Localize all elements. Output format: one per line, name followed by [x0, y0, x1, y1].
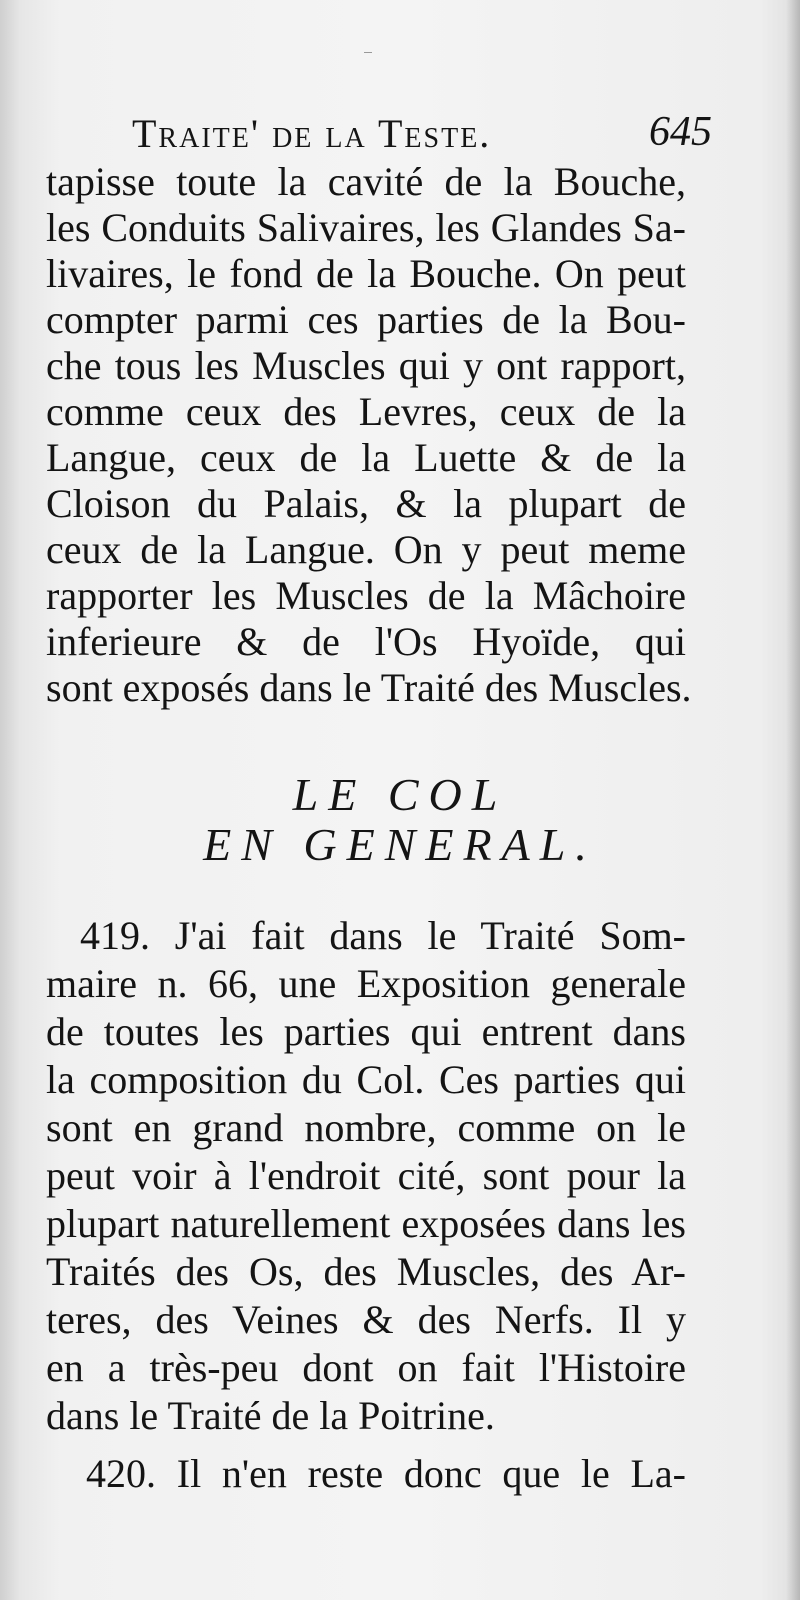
text-line: inferieure & de l'Os Hyoïde, qui — [46, 619, 686, 664]
heading-line: EN GENERAL. — [203, 819, 597, 870]
page-edge-shadow — [786, 0, 800, 1600]
text-line: Cloison du Palais, & la plupart de — [46, 481, 686, 526]
text-line: peut voir à l'endroit cité, sont pour la — [46, 1153, 686, 1198]
text-line: ceux de la Langue. On y peut meme — [46, 527, 686, 572]
text-line: Langue, ceux de la Luette & de la — [46, 435, 686, 480]
text-line: 420. Il n'en reste donc que le La- — [86, 1451, 686, 1496]
text-line: rapporter les Muscles de la Mâchoire — [46, 573, 686, 618]
text-line: che tous les Muscles qui y ont rapport, — [46, 343, 686, 388]
page-number: 645 — [649, 109, 712, 155]
heading-line: LE COL — [292, 769, 508, 820]
text-line: les Conduits Salivaires, les Glandes Sa- — [46, 205, 686, 250]
text-line: maire n. 66, une Exposition generale — [46, 961, 686, 1006]
text-line: dans le Traité de la Poitrine. — [46, 1393, 495, 1438]
text-line: Traités des Os, des Muscles, des Ar- — [46, 1249, 686, 1294]
text-line: tapisse toute la cavité de la Bouche, — [46, 159, 686, 204]
text-line: 419. J'ai fait dans le Traité Som- — [80, 913, 686, 958]
text-line: de toutes les parties qui entrent dans — [46, 1009, 686, 1054]
text-line: livaires, le fond de la Bouche. On peut — [46, 251, 686, 296]
text-line: teres, des Veines & des Nerfs. Il y — [46, 1297, 686, 1342]
text-line: comme ceux des Levres, ceux de la — [46, 389, 686, 434]
text-line: compter parmi ces parties de la Bou- — [46, 297, 686, 342]
running-title: Traite' de la Teste. — [132, 111, 492, 156]
page-speck — [364, 52, 372, 53]
text-line: la composition du Col. Ces parties qui — [46, 1057, 686, 1102]
text-line: plupart naturellement exposées dans les — [46, 1201, 686, 1246]
text-line: sont exposés dans le Traité des Muscles. — [46, 665, 692, 710]
text-line: sont en grand nombre, comme on le — [46, 1105, 686, 1150]
text-line: en a très-peu dont on fait l'Histoire — [46, 1345, 686, 1390]
